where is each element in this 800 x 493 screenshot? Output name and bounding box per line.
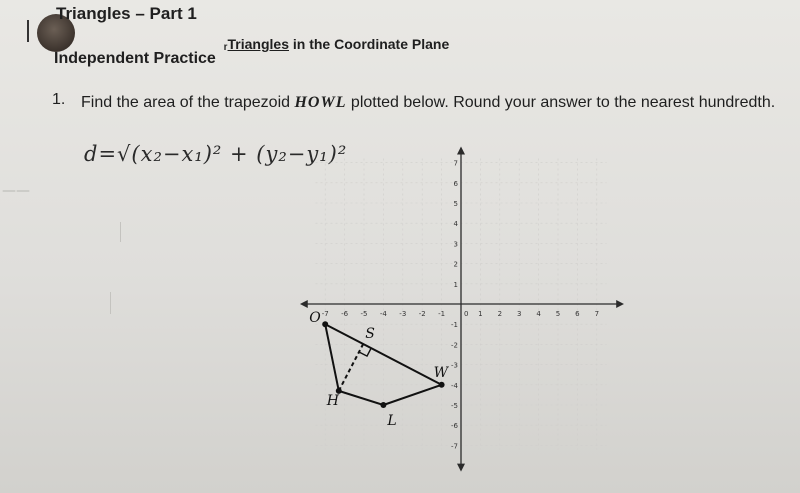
subtitle-prefix: ᵣ <box>224 36 228 52</box>
y-tick-label: 6 <box>453 179 458 188</box>
x-tick-label: -7 <box>321 310 329 318</box>
vertex-point-l <box>380 402 386 408</box>
right-angle-mark <box>359 348 371 356</box>
y-tick-label: 4 <box>453 220 458 229</box>
y-tick-label: 1 <box>453 280 458 289</box>
y-axis-arrow-down <box>457 464 465 472</box>
side-wl <box>383 385 441 405</box>
y-tick-label: -6 <box>451 422 458 431</box>
y-tick-label: 7 <box>453 159 458 168</box>
side-ow <box>325 324 441 385</box>
y-tick-label: -1 <box>451 321 458 330</box>
vertex-label-o: O <box>309 310 321 327</box>
shape-name: HOWL <box>294 94 347 111</box>
vertex-point-o <box>322 321 328 327</box>
y-axis-arrow-up <box>457 146 465 154</box>
vertex-label-h: H <box>326 392 339 409</box>
y-tick-label: -2 <box>451 341 458 350</box>
x-tick-label: -5 <box>360 310 368 318</box>
altitude-hs <box>339 344 363 391</box>
side-lh <box>339 391 384 405</box>
origin-label: 0 <box>464 310 469 318</box>
vertex-label-w: W <box>433 364 448 381</box>
altitude-label-s: S <box>365 325 375 342</box>
question-text-after: plotted below. Round your answer to the nearest hundredth. <box>346 94 776 111</box>
y-tick-label: -3 <box>451 361 458 370</box>
x-tick-label: 4 <box>536 310 541 318</box>
page-title: Triangles – Part 1 <box>56 4 197 23</box>
y-tick-label: -5 <box>451 402 458 410</box>
subtitle-underlined: Triangles <box>227 36 289 52</box>
x-tick-label: 7 <box>594 310 600 318</box>
x-tick-label: 1 <box>478 310 483 318</box>
y-tick-label: -4 <box>451 381 458 390</box>
x-tick-label: 5 <box>555 310 561 318</box>
y-tick-label: 2 <box>453 260 458 269</box>
subtitle-rest: in the Coordinate Plane <box>289 36 450 52</box>
vertex-labels <box>309 310 449 429</box>
x-tick-label: 2 <box>497 310 503 318</box>
x-tick-label: -1 <box>438 310 446 318</box>
distance-formula: d=√(x₂−x₁)² + (y₂−y₁)² <box>84 142 348 166</box>
x-axis-arrow-right <box>616 300 624 308</box>
x-tick-label: 3 <box>516 310 522 318</box>
erased-work-1: —— <box>2 183 30 199</box>
x-axis-arrow-left <box>300 300 308 308</box>
x-tick-label: 6 <box>575 310 580 318</box>
y-tick-label: 5 <box>453 200 458 208</box>
y-tick-label: -7 <box>451 442 458 451</box>
question-text-before: Find the area of the trapezoid <box>81 94 295 111</box>
question-number: 1. <box>52 91 66 108</box>
x-tick-label: -2 <box>418 310 426 318</box>
y-tick-label: 3 <box>453 240 458 249</box>
side-ho <box>325 324 339 391</box>
section-heading: Independent Practice <box>54 50 216 67</box>
x-tick-label: -4 <box>379 310 387 318</box>
vertex-point-w <box>439 382 445 388</box>
vertex-label-l: L <box>387 413 397 429</box>
x-tick-label: -6 <box>341 310 349 318</box>
x-tick-label: -3 <box>399 310 407 318</box>
